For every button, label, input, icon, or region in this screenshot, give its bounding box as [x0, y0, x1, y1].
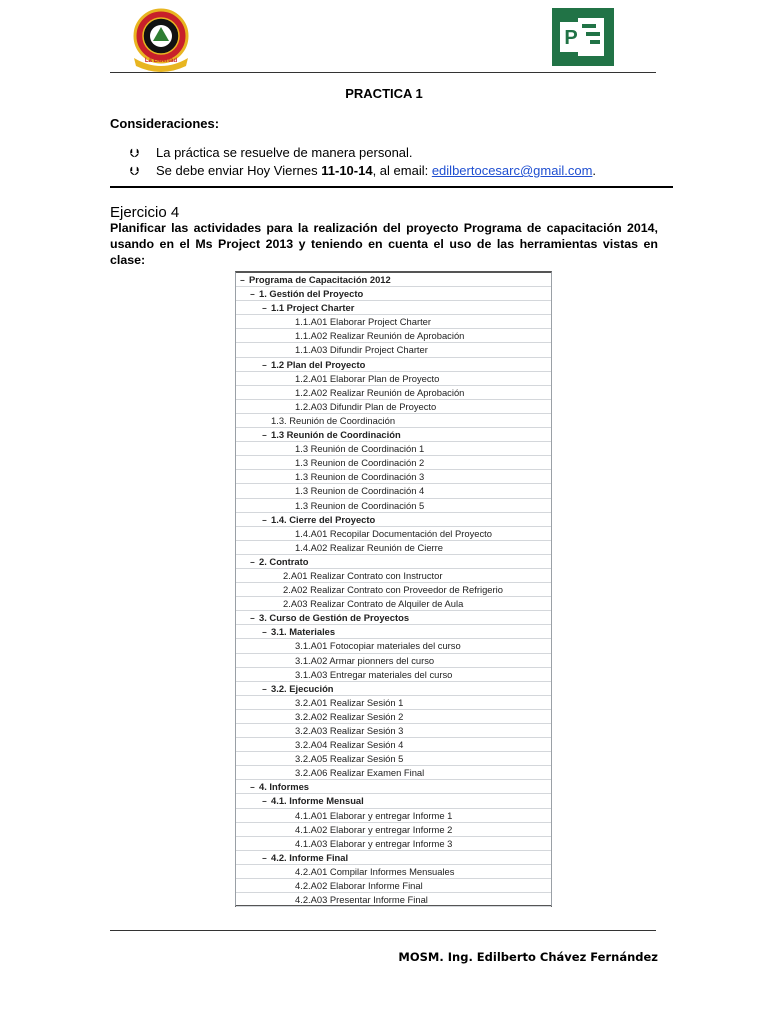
collapse-toggle-icon[interactable]: −: [262, 515, 267, 525]
task-row[interactable]: [236, 611, 551, 625]
task-name: 1.1 Project Charter: [271, 302, 355, 314]
task-name: 3.2.A04 Realizar Sesión 4: [295, 739, 404, 751]
task-name: 3.1.A02 Armar pionners del curso: [295, 654, 435, 666]
task-row[interactable]: [236, 809, 551, 823]
task-row[interactable]: [236, 358, 551, 372]
svg-text:P: P: [564, 27, 578, 49]
task-name: 3.1.A03 Entregar materiales del curso: [295, 668, 453, 680]
task-row[interactable]: [236, 794, 551, 808]
task-name: 3.2.A05 Realizar Sesión 5: [295, 753, 404, 765]
task-row[interactable]: [236, 442, 551, 456]
considerations-list: [130, 144, 596, 180]
task-name: 1.3 Reunion de Coordinación 3: [295, 471, 425, 483]
task-row[interactable]: [236, 315, 551, 329]
task-name: 1.4.A01 Recopilar Documentación del Proyecto: [295, 527, 492, 539]
task-row[interactable]: [236, 386, 551, 400]
task-name: 1.4.A02 Realizar Reunión de Cierre: [295, 541, 443, 553]
collapse-toggle-icon[interactable]: −: [262, 853, 267, 863]
task-name: 3.2. Ejecución: [271, 682, 334, 694]
arrow-bullet-icon: ⮋: [130, 164, 140, 178]
collapse-toggle-icon[interactable]: −: [250, 783, 255, 793]
task-row[interactable]: [236, 583, 551, 597]
task-name: 3.2.A01 Realizar Sesión 1: [295, 696, 404, 708]
task-name: 1.3 Reunion de Coordinación 5: [295, 499, 425, 511]
task-row[interactable]: [236, 273, 551, 287]
page-title: PRACTICA 1: [345, 86, 423, 101]
task-name: 3.2.A03 Realizar Sesión 3: [295, 725, 404, 736]
task-name: 1.1.A02 Realizar Reunión de Aprobación: [295, 330, 465, 342]
task-name: 1.4. Cierre del Proyecto: [271, 513, 376, 525]
task-row[interactable]: [236, 766, 551, 780]
list-item: [130, 144, 596, 162]
task-name: 4.2.A03 Presentar Informe Final: [295, 894, 428, 906]
task-name: 4.2.A02 Elaborar Informe Final: [295, 880, 423, 892]
collapse-toggle-icon[interactable]: −: [250, 557, 255, 567]
university-seal-logo: [128, 8, 194, 72]
task-name: 4.2. Informe Final: [271, 851, 349, 863]
collapse-toggle-icon[interactable]: −: [240, 276, 245, 285]
considerations-heading: Consideraciones:: [110, 116, 220, 131]
task-row[interactable]: [236, 470, 551, 484]
task-name: 3. Curso de Gestión de Proyectos: [259, 612, 410, 624]
collapse-toggle-icon[interactable]: −: [250, 614, 255, 624]
task-row[interactable]: [236, 372, 551, 386]
task-name: 1.3 Reunión de Coordinación 1: [295, 443, 425, 455]
task-row[interactable]: [236, 893, 551, 907]
ms-project-logo-icon: [552, 8, 614, 66]
collapse-toggle-icon[interactable]: −: [262, 628, 267, 638]
task-name: 1.2 Plan del Proyecto: [271, 358, 366, 370]
arrow-bullet-icon: ⮋: [130, 146, 140, 160]
task-row[interactable]: [236, 569, 551, 583]
logo-ribbon-text: La Libertad: [144, 58, 178, 64]
task-row[interactable]: [236, 879, 551, 893]
task-name: 4.2.A01 Compilar Informes Mensuales: [295, 865, 455, 877]
task-row[interactable]: [236, 414, 551, 428]
bullet-text: La práctica se resuelve de manera personal.: [156, 145, 413, 160]
task-row[interactable]: [236, 780, 551, 794]
task-name: 1.2.A01 Elaborar Plan de Proyecto: [295, 372, 440, 384]
task-row[interactable]: [236, 301, 551, 315]
task-name: 3.2.A02 Realizar Sesión 2: [295, 710, 404, 722]
task-row[interactable]: [236, 696, 551, 710]
task-row[interactable]: [236, 710, 551, 724]
task-row[interactable]: [236, 625, 551, 639]
task-name: 3.2.A06 Realizar Examen Final: [295, 767, 425, 779]
task-name: 4.1. Informe Mensual: [271, 795, 364, 807]
email-link[interactable]: edilbertocesarc@gmail.com: [431, 163, 593, 178]
task-row[interactable]: [236, 823, 551, 837]
exercise-instructions: Planificar las actividades para la realización del proyecto Programa de capacitación 2014, usando en el Ms Project 2013 y teniendo en cuenta el uso de las herramientas vistas en clase:: [110, 221, 658, 267]
task-name: 2.A01 Realizar Contrato con Instructor: [283, 569, 443, 581]
task-row[interactable]: [236, 541, 551, 555]
task-name: 1.2.A03 Difundir Plan de Proyecto: [295, 400, 437, 412]
bullet-text: Se debe enviar Hoy Viernes 11-10-14, al email: edilbertocesarc@gmail.com.: [156, 163, 597, 178]
collapse-toggle-icon[interactable]: −: [262, 304, 267, 314]
task-row[interactable]: [236, 639, 551, 653]
task-row[interactable]: [236, 837, 551, 851]
task-row[interactable]: [236, 287, 551, 301]
task-row[interactable]: [236, 654, 551, 668]
collapse-toggle-icon[interactable]: −: [262, 797, 267, 807]
section-divider: [110, 186, 673, 188]
task-name: 1.3 Reunion de Coordinación 4: [295, 485, 425, 497]
task-row[interactable]: [236, 865, 551, 879]
task-row[interactable]: [236, 527, 551, 541]
project-task-tree: [235, 271, 552, 907]
collapse-toggle-icon[interactable]: −: [262, 360, 267, 370]
collapse-toggle-icon[interactable]: −: [262, 431, 267, 441]
task-name: 3.1. Materiales: [271, 626, 336, 638]
task-name: 1.3 Reunión de Coordinación: [271, 429, 401, 441]
task-row[interactable]: [236, 343, 551, 357]
task-row[interactable]: [236, 329, 551, 343]
header-divider: [110, 72, 656, 73]
task-name: 1.1.A03 Difundir Project Charter: [295, 344, 428, 356]
task-name: 4.1.A03 Elaborar y entregar Informe 3: [295, 837, 453, 849]
task-row[interactable]: [236, 513, 551, 527]
footer-divider: [110, 930, 656, 931]
task-name: 4.1.A01 Elaborar y entregar Informe 1: [295, 809, 453, 821]
task-name: 2. Contrato: [259, 555, 309, 567]
collapse-toggle-icon[interactable]: −: [250, 290, 255, 300]
task-name: 1. Gestión del Proyecto: [259, 288, 364, 300]
task-row[interactable]: [236, 456, 551, 470]
task-name: 1.2.A02 Realizar Reunión de Aprobación: [295, 386, 465, 398]
task-row[interactable]: [236, 851, 551, 865]
task-row[interactable]: [236, 499, 551, 513]
task-row[interactable]: [236, 668, 551, 682]
task-name: 1.3. Reunión de Coordinación: [271, 414, 396, 426]
task-row[interactable]: [236, 484, 551, 498]
due-date: 11-10-14: [321, 163, 373, 178]
task-row[interactable]: [236, 682, 551, 696]
task-name: 1.1.A01 Elaborar Project Charter: [295, 316, 432, 328]
task-name: 4. Informes: [259, 781, 310, 793]
list-item: [130, 162, 596, 180]
task-name: 4.1.A02 Elaborar y entregar Informe 2: [295, 823, 453, 835]
task-name: Programa de Capacitación 2012: [249, 274, 391, 285]
task-row[interactable]: [236, 400, 551, 414]
exercise-heading: Ejercicio 4: [110, 204, 180, 221]
collapse-toggle-icon[interactable]: −: [262, 684, 267, 694]
task-row[interactable]: [236, 738, 551, 752]
task-row[interactable]: [236, 752, 551, 766]
task-name: 2.A03 Realizar Contrato de Alquiler de Aula: [283, 598, 464, 610]
footer-author: MOSM. Ing. Edilberto Chávez Fernández: [398, 950, 658, 964]
task-name: 3.1.A01 Fotocopiar materiales del curso: [295, 640, 461, 652]
task-name: 1.3 Reunion de Coordinación 2: [295, 457, 425, 469]
task-row[interactable]: [236, 724, 551, 738]
task-row[interactable]: [236, 597, 551, 611]
task-row[interactable]: [236, 555, 551, 569]
task-name: 2.A02 Realizar Contrato con Proveedor de Refrigerio: [283, 584, 503, 596]
task-row[interactable]: [236, 428, 551, 442]
